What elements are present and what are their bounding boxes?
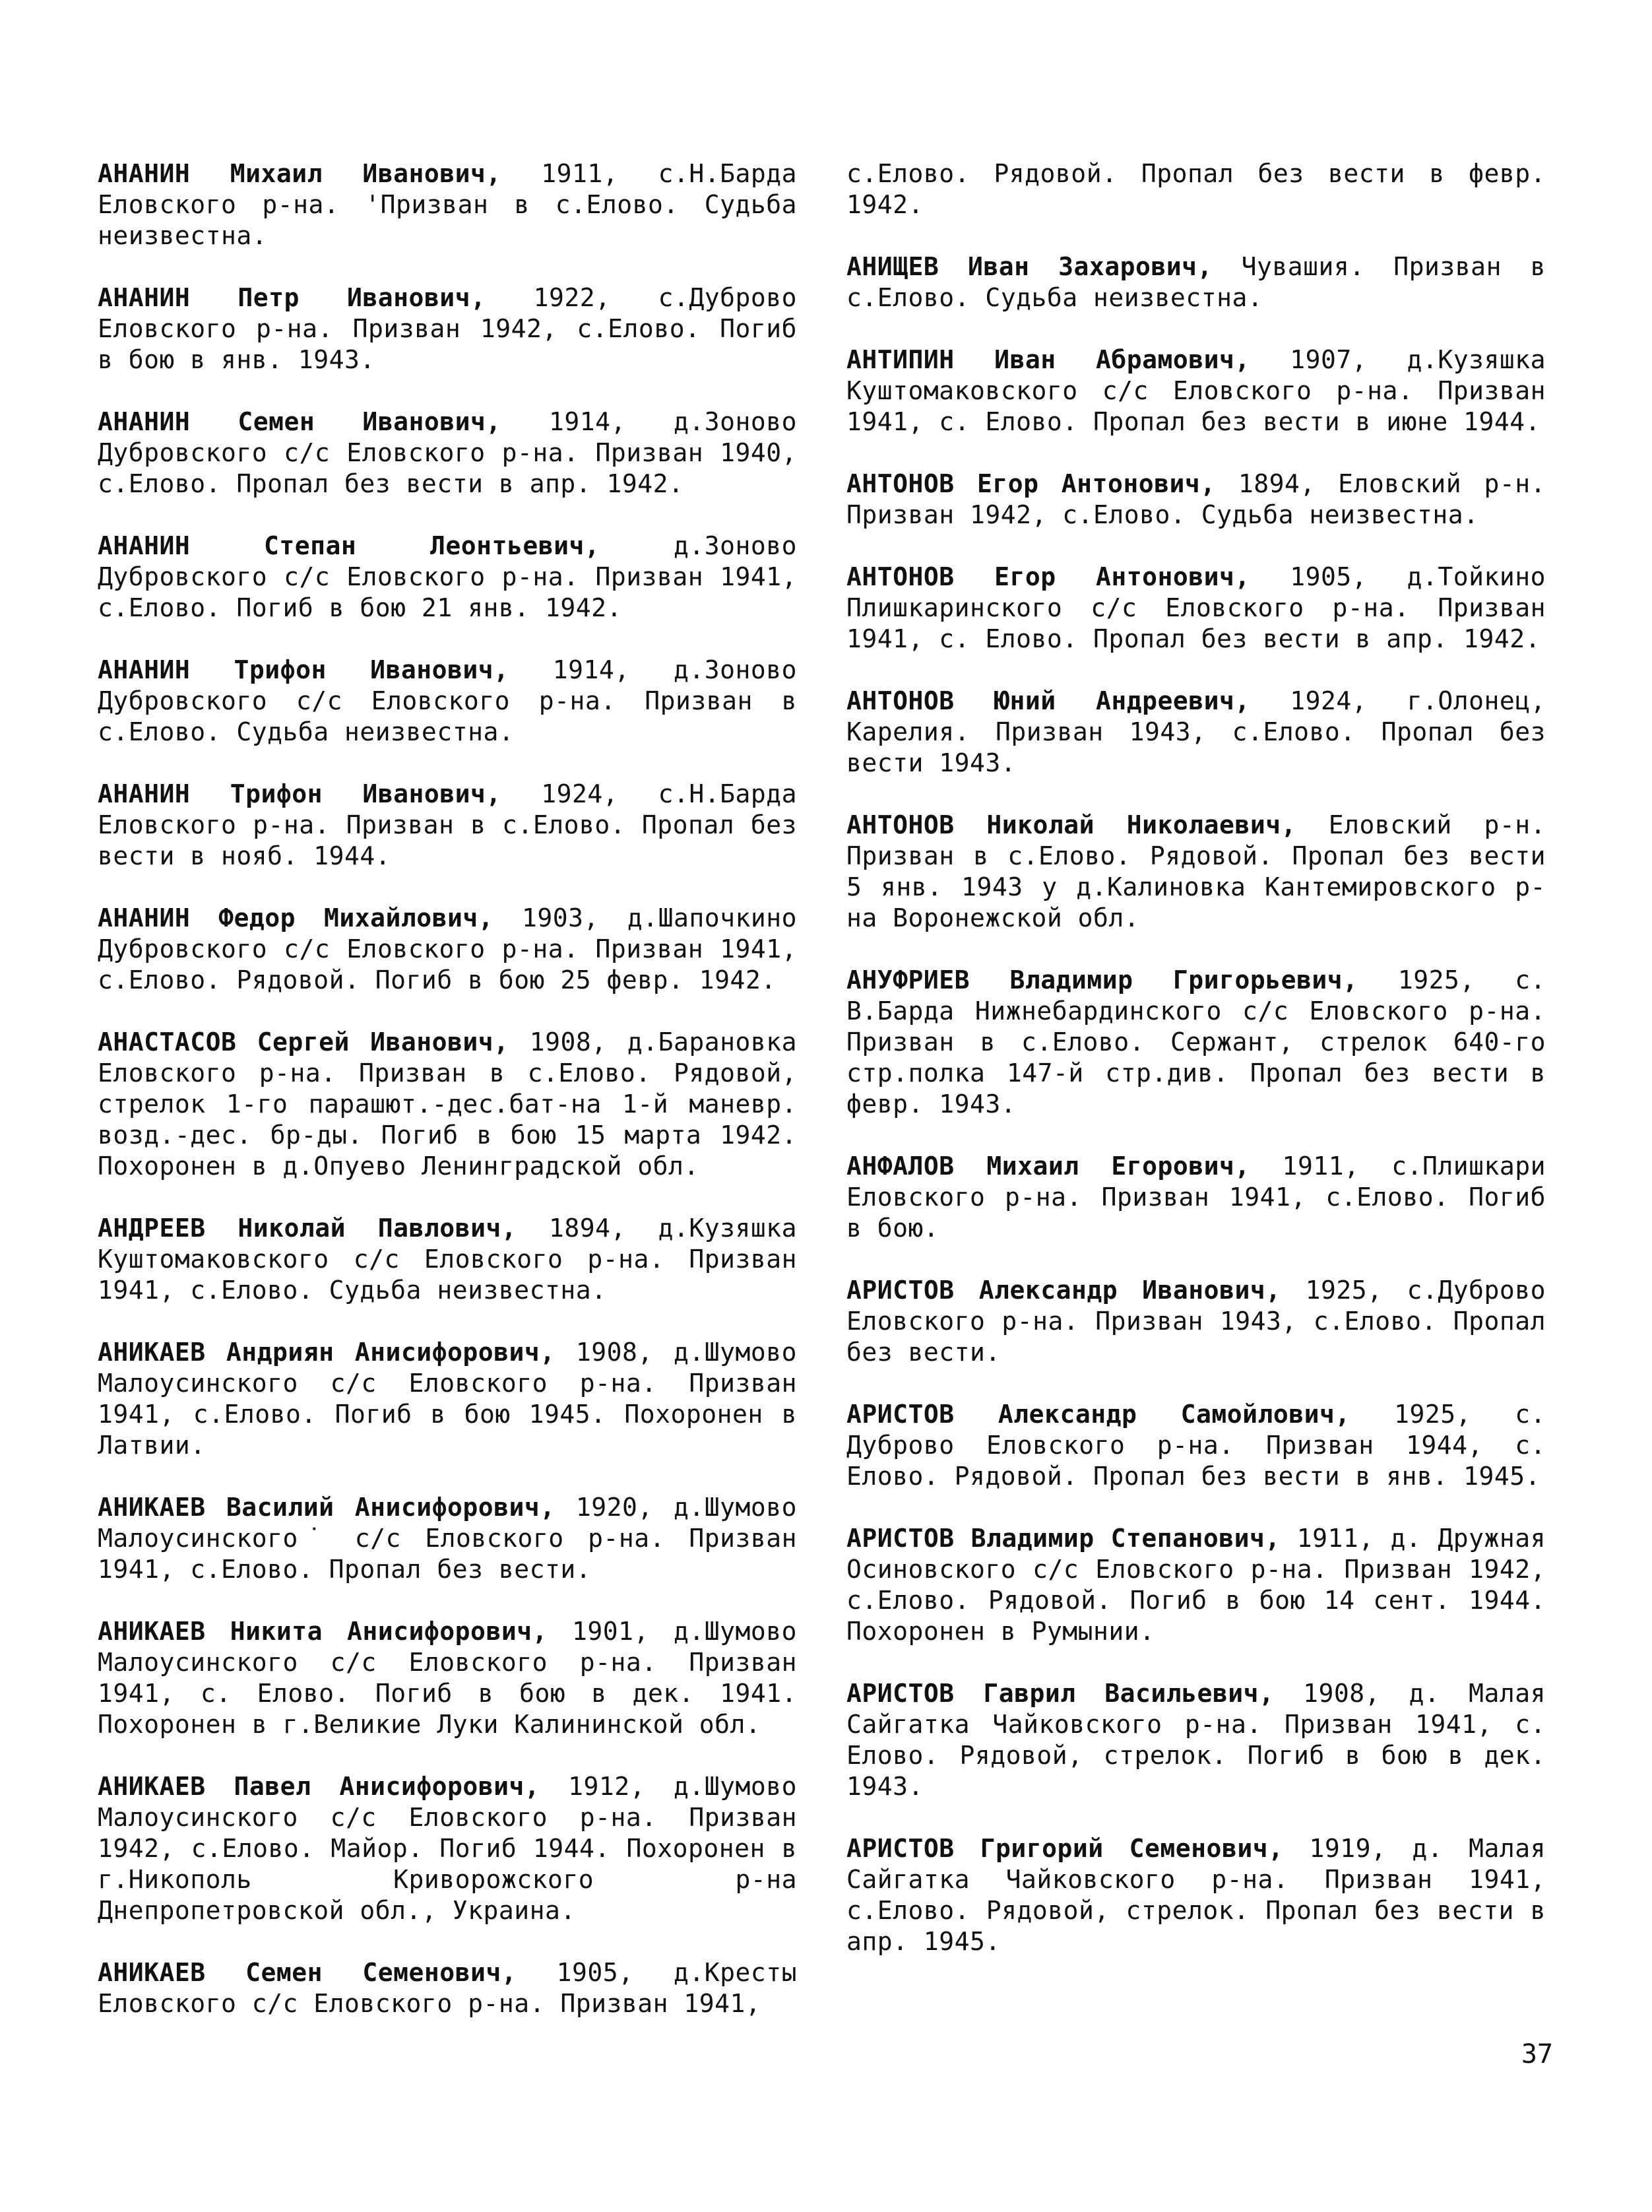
entry-name: АНАНИН Михаил Иванович, — [98, 159, 501, 188]
entry — [98, 779, 797, 872]
entry-name: АНИКАЕВ Павел Анисифорович, — [98, 1772, 540, 1801]
entry — [846, 251, 1546, 313]
entry — [98, 531, 797, 624]
entry — [846, 1523, 1546, 1647]
entry — [846, 562, 1546, 655]
entry-name: АРИСТОВ Григорий Семенович, — [846, 1834, 1284, 1863]
entry — [846, 810, 1546, 934]
entry-text: 1924, с.Н.Барда Еловского р-на. Призван в с.Елово. Пропал без вести в нояб. 1944. — [98, 779, 797, 870]
entry-name: АНАНИН Федор Михайлович, — [98, 903, 494, 932]
entry — [846, 1399, 1546, 1492]
entry — [98, 1213, 797, 1306]
entry-name: АНТОНОВ Егор Антонович, — [846, 469, 1216, 498]
entry-text: 1914, д.Зоново Дубровского с/с Еловского р-на. Призван в с.Елово. Судьба неизвестна. — [98, 655, 797, 746]
entry — [98, 1616, 797, 1740]
entry-text: 1911, д. Дружная Осиновского с/с Еловского р-на. Призван 1942, с.Елово. Рядовой. Погиб в бою 14 сент. 1944. Похоронен в Румынии. — [846, 1524, 1546, 1646]
entry-text: д.Зоново Дубровского с/с Еловского р-на. Призван 1941, с.Елово. Погиб в бою 21 янв. 1942. — [98, 531, 798, 622]
entry — [846, 1678, 1546, 1802]
entry — [98, 655, 797, 748]
entry-text: 1903, д.Шапочкино Дубровского с/с Еловского р-на. Призван 1941, с.Елово. Рядовой. Погиб в бою 25 февр. 1942. — [98, 903, 797, 994]
entry-text: 1924, г.Олонец, Карелия. Призван 1943, с.Елово. Пропал без вести 1943. — [846, 686, 1546, 777]
entry-text: 1920, д.Шумово Малоусинского˙ с/с Еловского р-на. Призван 1941, с.Елово. Пропал без вести. — [98, 1493, 797, 1584]
entry-name: АНТИПИН Иван Абрамович, — [846, 345, 1250, 374]
page-number: 37 — [1521, 2039, 1553, 2069]
entry — [846, 965, 1546, 1120]
entry-text: 1925, с. Дуброво Еловского р-на. Призван 1944, с. Елово. Рядовой. Пропал без вести в янв. 1945. — [846, 1400, 1546, 1491]
entry — [98, 1492, 797, 1585]
entry-name: АНФАЛОВ Михаил Егорович, — [846, 1152, 1250, 1181]
entry — [98, 903, 797, 996]
entry-name: АНИКАЕВ Никита Анисифорович, — [98, 1617, 548, 1646]
entry-name: АНАНИН Семен Иванович, — [98, 407, 501, 436]
entry-name: АНТОНОВ Николай Николаевич, — [846, 810, 1296, 839]
entry-name: АРИСТОВ Александр Иванович, — [846, 1276, 1281, 1305]
entry-name: АНАСТАСОВ Сергей Иванович, — [98, 1027, 509, 1057]
entry — [98, 1027, 797, 1182]
entry-text: 1925, с. В.Барда Нижнебардинского с/с Еловского р-на. Призван в с.Елово. Сержант, стрелок 640-го стр.полка 147-й стр.див. Пропал без вести в февр. 1943. — [846, 965, 1546, 1119]
entry — [846, 469, 1546, 531]
entry-name: АРИСТОВ Владимир Степанович, — [846, 1524, 1281, 1553]
entry-text: 1907, д.Кузяшка Куштомаковского с/с Еловского р-на. Призван 1941, с. Елово. Пропал без вести в июне 1944. — [846, 345, 1546, 436]
entry-name: АНАНИН Петр Иванович, — [98, 283, 486, 312]
entry — [98, 158, 797, 251]
entry-name: АНАНИН Степан Леонтьевич, — [98, 531, 600, 560]
entry-text: 1901, д.Шумово Малоусинского с/с Еловского р-на. Призван 1941, с. Елово. Погиб в бою в дек. 1941. Похоронен в г.Великие Луки Калининской обл. — [98, 1617, 797, 1739]
entry-text: с.Елово. Рядовой. Пропал без вести в февр. 1942. — [846, 159, 1546, 219]
entry — [846, 1833, 1546, 1957]
entry-text: Чувашия. Призван в с.Елово. Судьба неизвестна. — [846, 252, 1546, 312]
entry-text: 1919, д. Малая Сайгатка Чайковского р-на. Призван 1941, с.Елово. Рядовой, стрелок. Пропал без вести в апр. 1945. — [846, 1834, 1546, 1956]
entry-text: 1894, д.Кузяшка Куштомаковского с/с Еловского р-на. Призван 1941, с.Елово. Судьба неизвестна. — [98, 1214, 797, 1305]
entry-name: АНДРЕЕВ Николай Павлович, — [98, 1214, 517, 1243]
entry-text: 1914, д.Зоново Дубровского с/с Еловского р-на. Призван 1940, с.Елово. Пропал без вести в апр. 1942. — [98, 407, 797, 498]
entry-text: 1908, д.Шумово Малоусинского с/с Еловского р-на. Призван 1941, с.Елово. Погиб в бою 1945. Похоронен в Латвии. — [98, 1338, 797, 1460]
entry-text: 1905, д.Тойкино Плишкаринского с/с Еловского р-на. Призван 1941, с. Елово. Пропал без вести в апр. 1942. — [846, 562, 1546, 653]
entry-text: 1911, с.Плишкари Еловского р-на. Призван 1941, с.Елово. Погиб в бою. — [846, 1152, 1546, 1243]
entry-name: АНИКАЕВ Семен Семенович, — [98, 1958, 517, 1987]
entry-name: АРИСТОВ Александр Самойлович, — [846, 1400, 1350, 1429]
left-column — [98, 158, 797, 2050]
entry-text: 1908, д.Барановка Еловского р-на. Призван в с.Елово. Рядовой, стрелок 1-го парашют.-дес.бат-на 1-й маневр. возд.-дес. бр-ды. Погиб в бою 15 марта 1942. Похоронен в д.Опуево Ленинградской обл. — [98, 1027, 797, 1181]
entry-name: АНТОНОВ Егор Антонович, — [846, 562, 1250, 591]
entry-name: АНИКАЕВ Андриян Анисифорович, — [98, 1338, 556, 1367]
entry-text: 1908, д. Малая Сайгатка Чайковского р-на. Призван 1941, с. Елово. Рядовой, стрелок. Погиб в бою в дек. 1943. — [846, 1679, 1546, 1801]
entry-continuation — [846, 158, 1546, 220]
entry-text: 1925, с.Дуброво Еловского р-на. Призван 1943, с.Елово. Пропал без вести. — [846, 1276, 1546, 1367]
entry-text: 1911, с.Н.Барда Еловского р-на. 'Призван в с.Елово. Судьба неизвестна. — [98, 159, 797, 250]
entry — [846, 1151, 1546, 1244]
entry — [98, 1771, 797, 1926]
entry-name: АНИКАЕВ Василий Анисифорович, — [98, 1493, 556, 1522]
entry-name: АНУФРИЕВ Владимир Григорьевич, — [846, 965, 1358, 994]
entry-text: 1905, д.Кресты Еловского с/с Еловского р-на. Призван 1941, — [98, 1958, 797, 2018]
right-column — [846, 158, 1546, 1988]
entry — [846, 1275, 1546, 1368]
entry-name: АРИСТОВ Гаврил Васильевич, — [846, 1679, 1275, 1708]
entry-name: АНТОНОВ Юний Андреевич, — [846, 686, 1250, 715]
entry-text: 1894, Еловский р-н. Призван 1942, с.Елово. Судьба неизвестна. — [846, 469, 1546, 529]
entry — [98, 1337, 797, 1461]
entry — [98, 282, 797, 375]
entry — [98, 1957, 797, 2019]
entry-text: 1922, с.Дуброво Еловского р-на. Призван 1942, с.Елово. Погиб в бою в янв. 1943. — [98, 283, 798, 374]
entry-text: 1912, д.Шумово Малоусинского с/с Еловского р-на. Призван 1942, с.Елово. Майор. Погиб 1944. Похоронен в г.Никополь Криворожского р-на Днепропетровской обл., Украина. — [98, 1772, 797, 1925]
entry — [846, 344, 1546, 438]
entry-name: АНИЩЕВ Иван Захарович, — [846, 252, 1213, 281]
entry-name: АНАНИН Трифон Иванович, — [98, 655, 509, 684]
entry-text: Еловский р-н. Призван в с.Елово. Рядовой. Пропал без вести 5 янв. 1943 у д.Калиновка Кантемировского р-на Воронежской обл. — [846, 810, 1546, 932]
entry — [846, 686, 1546, 779]
entry — [98, 407, 797, 500]
entry-name: АНАНИН Трифон Иванович, — [98, 779, 501, 808]
